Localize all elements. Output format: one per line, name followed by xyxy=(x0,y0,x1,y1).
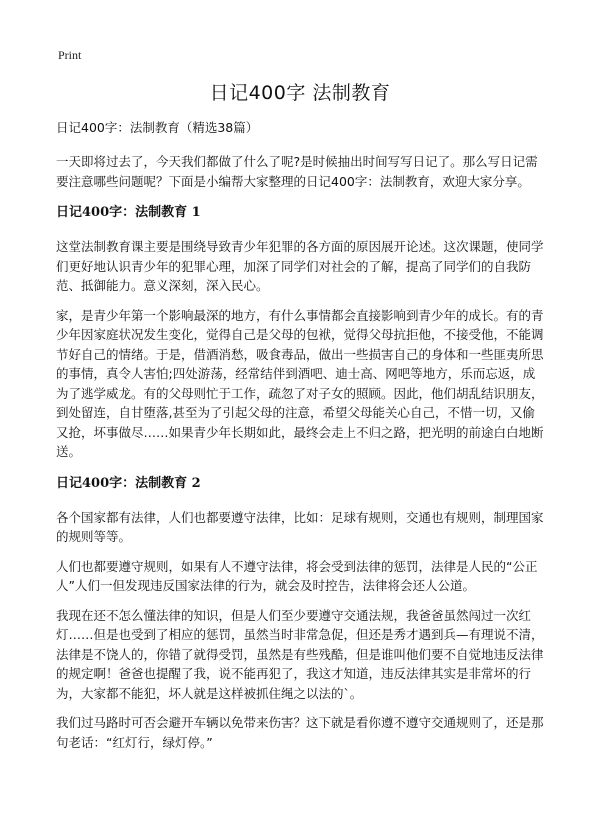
section-1-paragraph-2: 家，是青少年第一个影响最深的地方，有什么事情都会直接影响到青少年的成长。有的青少年因家庭状况发生变化，觉得自己是父母的包袱，觉得父母抗拒他，不接受他，不能调节好自己的情绪。于是，借酒消愁，吸食毒品，做出一些损害自己的身体和一些匪夷所思的事情，真令人害怕;四处游荡，经常结伴到酒吧、迪士高、网吧等地方，乐而忘返，成为了逃学威龙。有的父母则忙于工作，疏忽了对子女的照顾。因此，他们胡乱结识朋友，到处留连，自甘堕落,甚至为了引起父母的注意，希望父母能关心自己，不惜一切，又偷又抢，坏事做尽……如果青少年长期如此，最终会走上不归之路，把光明的前途白白地断送。 xyxy=(56,307,544,459)
section-heading-1: 日记400字：法制教育 1 xyxy=(56,205,201,220)
section-2-paragraph-3: 我现在还不怎么懂法律的知识，但是人们至少要遵守交通法规，我爸爸虽然闯过一次红灯……但是也受到了相应的惩罚，虽然当时非常急促，但还是秀才遇到兵—有理说不清，法律是不饶人的，你错了就得受罚，虽然是有些残酷，但是谁叫他们要不自觉地违反法律的规定啊！爸爸也提醒了我，说不能再犯了，我这才知道，违反法律其实是非常坏的行为，大家都不能犯，坏人就是这样被抓住绳之以法的`。 xyxy=(56,607,544,701)
article-body xyxy=(56,118,544,762)
article-subtitle: 日记400字：法制教育（精选38篇） xyxy=(56,120,259,135)
section-2-paragraph-2: 人们也都要遵守规则，如果有人不遵守法律，将会受到法律的惩罚，法律是人民的“公正人”人们一但发现违反国家法律的行为，就会及时控告，法律将会还人公道。 xyxy=(56,558,538,593)
section-heading-2: 日记400字：法制教育 2 xyxy=(56,475,201,491)
page-title: 日记400字 法制教育 xyxy=(209,82,391,104)
print-link[interactable]: Print xyxy=(58,48,82,62)
section-2-paragraph-1: 各个国家都有法律，人们也都要遵守法律，比如：足球有规则，交通也有规则，制理国家的规则等等。 xyxy=(56,509,544,544)
section-1-paragraph-1: 这堂法制教育课主要是围绕导致青少年犯罪的各方面的原因展开论述。这次课题，使同学们更好地认识青少年的犯罪心理，加深了同学们对社会的了解，提高了同学们的自我防范、抵御能力。意义深刻，深入民心。 xyxy=(56,239,544,293)
intro-paragraph: 一天即将过去了，今天我们都做了什么了呢?是时候抽出时间写写日记了。那么写日记需要注意哪些问题呢？下面是小编帮大家整理的日记400字：法制教育，欢迎大家分享。 xyxy=(56,154,538,189)
section-2-paragraph-4: 我们过马路时可否会避开车辆以免带来伤害？这下就是看你遵不遵守交通规则了，还是那句老话：“红灯行，绿灯停。” xyxy=(56,715,544,750)
